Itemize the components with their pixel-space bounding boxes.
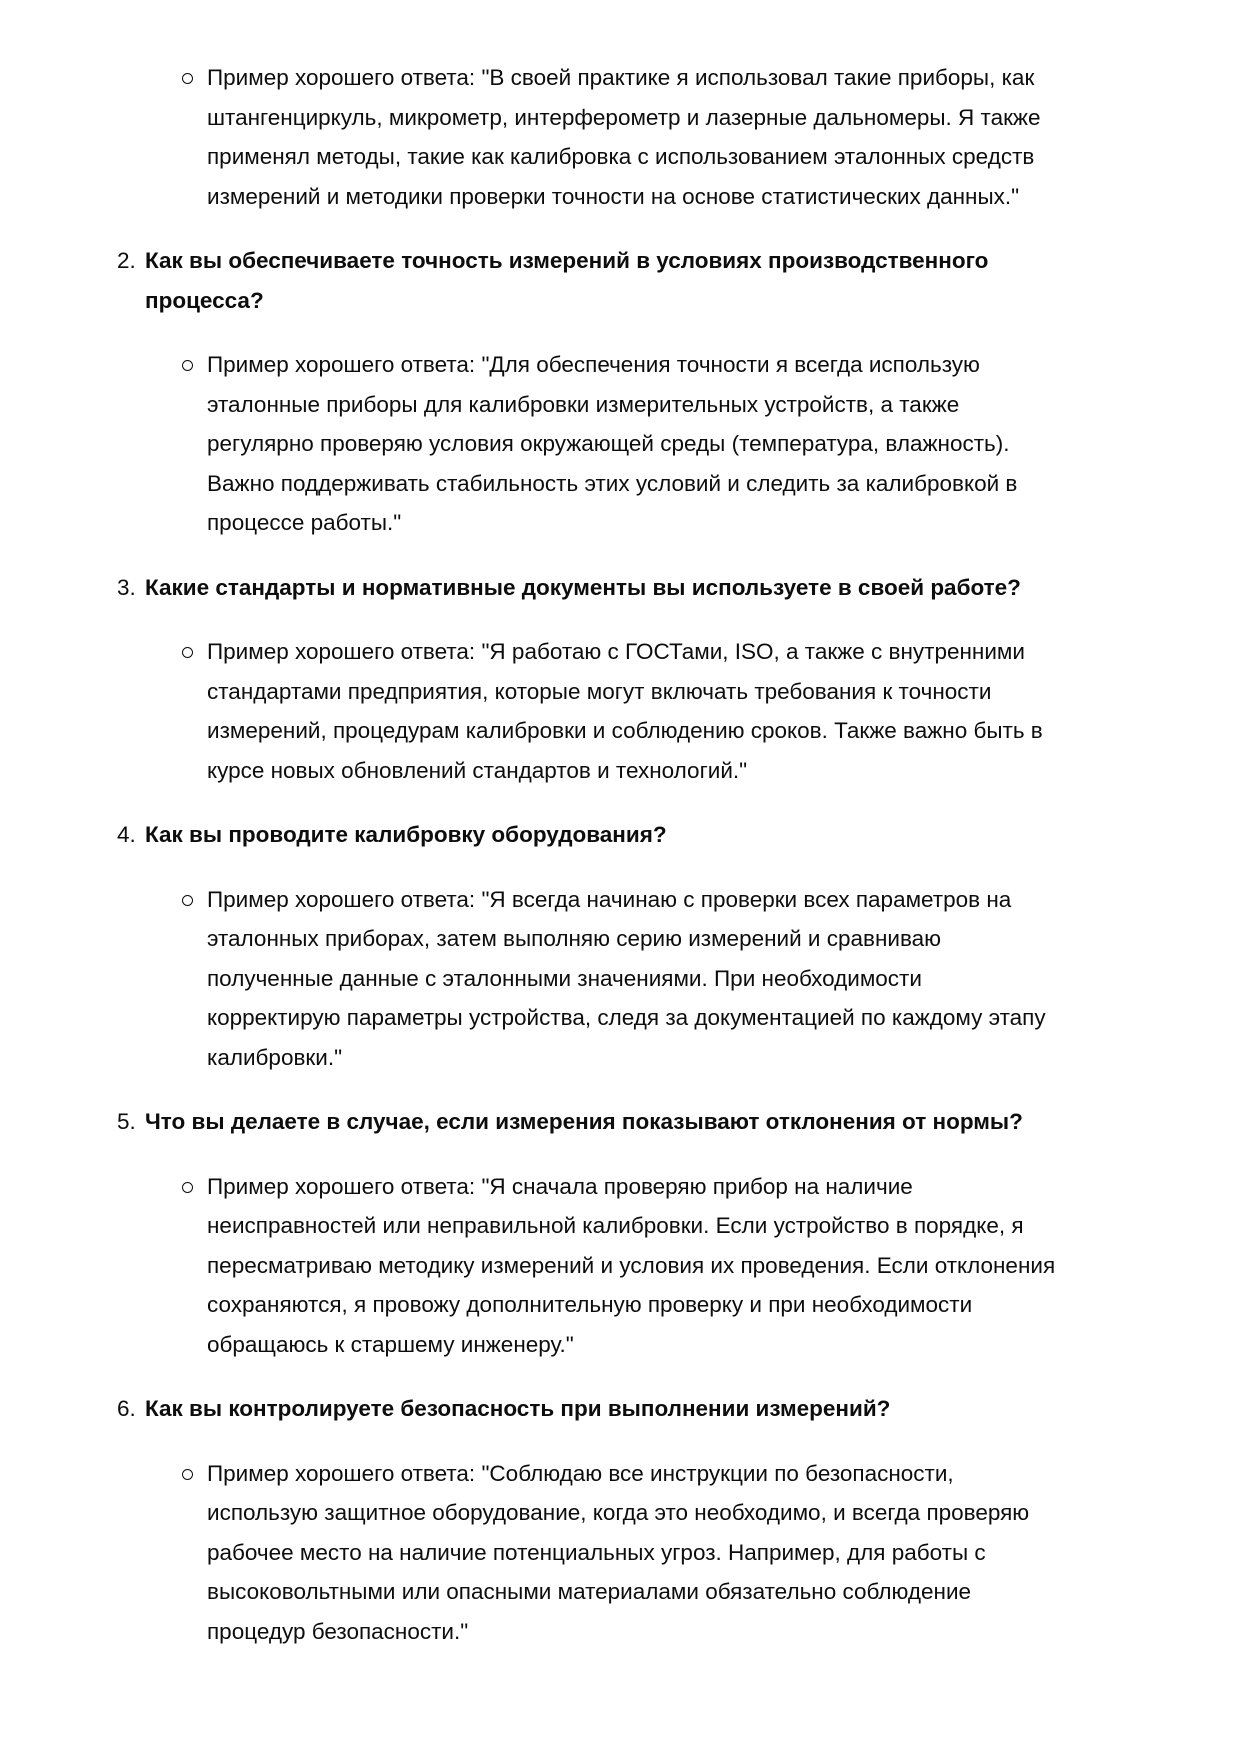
answer-text-line: рабочее место на наличие потенциальных угроз. Например, для работы с bbox=[207, 1539, 986, 1565]
hollow-bullet-icon bbox=[182, 73, 193, 84]
answer-text-line: неисправностей или неправильной калибровки. Если устройство в порядке, я bbox=[207, 1213, 1024, 1238]
list-number: 2. bbox=[117, 248, 136, 273]
answer-bullet-item bbox=[0, 1454, 1239, 1652]
question-text-line: Как вы проводите калибровку оборудования? bbox=[145, 822, 667, 847]
question-item bbox=[0, 815, 1239, 855]
question-text-line: Как вы обеспечиваете точность измерений в условиях производственного bbox=[145, 248, 989, 273]
answer-text-line: стандартами предприятия, которые могут включать требования к точности bbox=[207, 678, 992, 704]
answer-text-line: эталонных приборах, затем выполняю серию измерений и сравниваю bbox=[207, 926, 942, 951]
answer-text-line: применял методы, такие как калибровка с использованием эталонных средств bbox=[207, 144, 1035, 169]
answer-text-line: сохраняются, я провожу дополнительную проверку и при необходимости bbox=[207, 1292, 973, 1317]
answer-text-line: Пример хорошего ответа: "Для обеспечения точности я всегда использую bbox=[207, 352, 980, 377]
answer-bullet-item bbox=[0, 58, 1239, 216]
hollow-bullet-icon bbox=[182, 360, 193, 371]
list-number: 4. bbox=[117, 822, 136, 847]
list-number: 3. bbox=[117, 574, 136, 600]
answer-text-line: использую защитное оборудование, когда это необходимо, и всегда проверяю bbox=[207, 1500, 1030, 1525]
list-number: 6. bbox=[117, 1396, 136, 1421]
question-item bbox=[0, 241, 1239, 320]
answer-text-line: пересматриваю методику измерений и условия их проведения. Если отклонения bbox=[207, 1252, 1056, 1278]
hollow-bullet-icon bbox=[182, 1469, 193, 1480]
answer-text-line: полученные данные с эталонными значениями. При необходимости bbox=[207, 965, 922, 991]
hollow-bullet-icon bbox=[182, 647, 193, 658]
answer-text-line: обращаюсь к старшему инженеру." bbox=[207, 1331, 574, 1357]
answer-bullet-item bbox=[0, 345, 1239, 543]
answer-text-line: курсе новых обновлений стандартов и технологий." bbox=[207, 757, 748, 783]
answer-text-line: измерений, процедурам калибровки и соблюдению сроков. Также важно быть в bbox=[207, 718, 1043, 743]
list-number: 5. bbox=[117, 1109, 136, 1134]
answer-text-line: Пример хорошего ответа: "Соблюдаю все инструкции по безопасности, bbox=[207, 1460, 954, 1486]
question-item bbox=[0, 1389, 1239, 1429]
answer-bullet-item bbox=[0, 1167, 1239, 1365]
answer-text-line: эталонные приборы для калибровки измерительных устройств, а также bbox=[207, 391, 960, 417]
answer-bullet-item bbox=[0, 880, 1239, 1078]
question-item bbox=[0, 1102, 1239, 1142]
answer-text-line: штангенциркуль, микрометр, интерферометр и лазерные дальномеры. Я также bbox=[207, 104, 1041, 130]
answer-bullet-item bbox=[0, 632, 1239, 790]
answer-text-line: процессе работы." bbox=[207, 510, 402, 535]
answer-text-line: регулярно проверяю условия окружающей среды (температура, влажность). bbox=[207, 431, 1010, 456]
answer-text-line: процедур безопасности." bbox=[207, 1618, 469, 1644]
answer-text-line: Пример хорошего ответа: "Я работаю с ГОСТами, ISO, а также с внутренними bbox=[207, 639, 1025, 664]
question-text-line: Что вы делаете в случае, если измерения показывают отклонения от нормы? bbox=[145, 1109, 1023, 1134]
answer-text-line: Важно поддерживать стабильность этих условий и следить за калибровкой в bbox=[207, 470, 1018, 496]
question-text-line: Какие стандарты и нормативные документы вы используете в своей работе? bbox=[145, 574, 1021, 600]
hollow-bullet-icon bbox=[182, 1182, 193, 1193]
answer-text-line: Пример хорошего ответа: "В своей практике я использовал такие приборы, как bbox=[207, 65, 1035, 90]
question-item bbox=[0, 568, 1239, 608]
question-text-line: процесса? bbox=[145, 287, 264, 313]
document-body bbox=[0, 58, 1239, 1676]
answer-text-line: Пример хорошего ответа: "Я всегда начинаю с проверки всех параметров на bbox=[207, 886, 1012, 912]
question-text-line: Как вы контролируете безопасность при выполнении измерений? bbox=[145, 1396, 891, 1421]
answer-text-line: корректирую параметры устройства, следя за документацией по каждому этапу bbox=[207, 1005, 1046, 1030]
answer-text-line: измерений и методики проверки точности на основе статистических данных." bbox=[207, 183, 1020, 209]
answer-text-line: высоковольтными или опасными материалами обязательно соблюдение bbox=[207, 1579, 972, 1604]
hollow-bullet-icon bbox=[182, 895, 193, 906]
answer-text-line: Пример хорошего ответа: "Я сначала проверяю прибор на наличие bbox=[207, 1173, 913, 1199]
answer-text-line: калибровки." bbox=[207, 1044, 343, 1070]
